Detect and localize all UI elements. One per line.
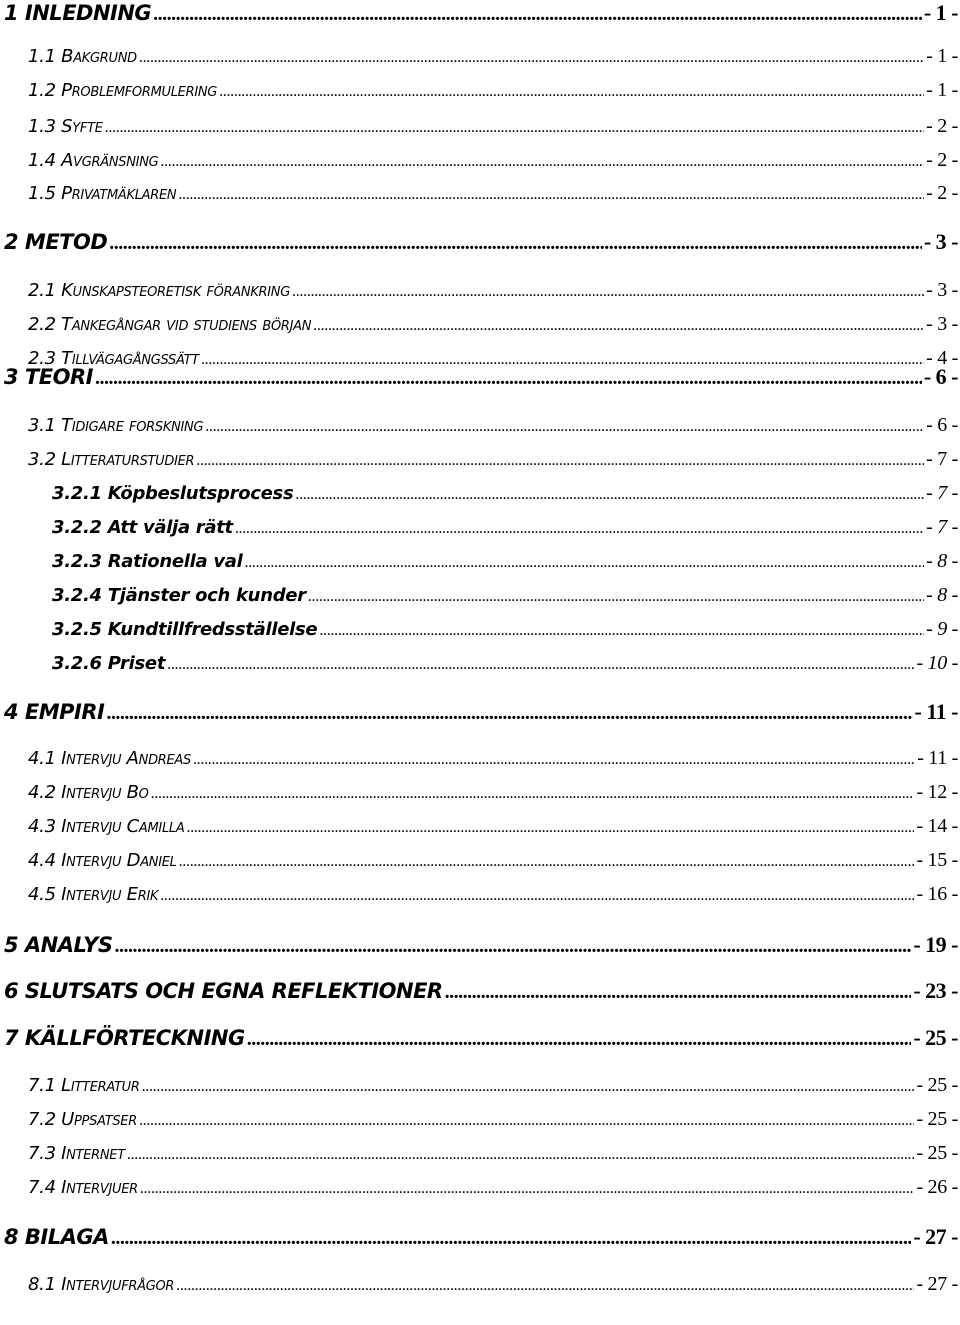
toc-entry-page: - 15 - (916, 849, 958, 871)
dot-leader (179, 853, 915, 871)
toc-entry-page: - 2 - (926, 182, 958, 204)
toc-entry-chapter-4[interactable] (4, 699, 958, 725)
toc-entry-title: 2 METOD (4, 230, 108, 254)
dot-leader (140, 1180, 915, 1198)
toc-entry-page: - 10 - (916, 652, 958, 674)
toc-entry-chapter-2[interactable] (4, 229, 958, 255)
toc-entry-page: - 6 - (923, 364, 958, 389)
dot-leader (167, 656, 914, 674)
dot-leader (139, 1112, 915, 1130)
dot-leader (139, 49, 924, 67)
toc-entry-page: - 6 - (926, 414, 958, 436)
toc-entry-page: - 7 - (926, 482, 958, 504)
toc-entry-title: 2.2 Tankegångar vid studiens början (28, 314, 312, 335)
toc-entry-chapter-5[interactable] (4, 932, 958, 958)
toc-entry-page: - 11 - (914, 699, 958, 724)
dot-leader (319, 622, 924, 640)
dot-leader (193, 751, 915, 769)
toc-entry-subsection-3-2-2[interactable] (52, 516, 958, 539)
toc-entry-section-7-4[interactable] (28, 1176, 958, 1199)
dot-leader (153, 3, 922, 26)
toc-entry-section-7-1[interactable] (28, 1074, 958, 1097)
toc-entry-title: 4.3 Intervju Camilla (28, 816, 185, 837)
toc-entry-section-4-2[interactable] (28, 781, 958, 804)
toc-entry-title: 4 EMPIRI (4, 700, 105, 724)
toc-entry-page: - 8 - (926, 584, 958, 606)
toc-entry-title: 1 INLEDNING (4, 1, 152, 25)
toc-entry-page: - 4 - (926, 347, 958, 369)
dot-leader (219, 83, 924, 101)
dot-leader (160, 153, 924, 171)
dot-leader (308, 588, 924, 606)
dot-leader (186, 819, 914, 837)
toc-entry-title: 1.2 Problemformulering (28, 80, 218, 101)
toc-entry-title: 1.3 Syfte (28, 116, 103, 137)
toc-entry-section-1-4[interactable] (28, 149, 958, 172)
toc-entry-page: - 7 - (926, 516, 958, 538)
toc-entry-section-4-4[interactable] (28, 849, 958, 872)
toc-entry-page: - 3 - (926, 279, 958, 301)
toc-entry-title: 1.4 Avgränsning (28, 150, 159, 171)
toc-entry-section-4-1[interactable] (28, 747, 958, 770)
toc-entry-title: 4.4 Intervju Daniel (28, 850, 177, 871)
dot-leader (160, 887, 914, 905)
toc-entry-subsection-3-2-1[interactable] (52, 482, 958, 505)
toc-entry-chapter-3[interactable] (4, 364, 958, 390)
toc-entry-chapter-1[interactable] (4, 0, 958, 26)
toc-entry-title: 4.1 Intervju Andreas (28, 748, 191, 769)
dot-leader (114, 935, 911, 958)
dot-leader (105, 119, 925, 137)
toc-entry-section-4-3[interactable] (28, 815, 958, 838)
toc-entry-chapter-8[interactable] (4, 1224, 958, 1250)
toc-entry-page: - 2 - (926, 115, 958, 137)
toc-entry-section-2-1[interactable] (28, 279, 958, 302)
toc-entry-title: 1.1 Bakgrund (28, 46, 137, 67)
toc-entry-section-7-3[interactable] (28, 1142, 958, 1165)
toc-entry-section-1-5[interactable] (28, 182, 958, 205)
toc-entry-title: 3.2.3 Rationella val (52, 551, 243, 572)
toc-entry-section-4-5[interactable] (28, 883, 958, 906)
toc-entry-page: - 16 - (916, 883, 958, 905)
toc-entry-page: - 3 - (923, 229, 958, 254)
toc-entry-page: - 25 - (916, 1142, 958, 1164)
toc-entry-title: 7.1 Litteratur (28, 1075, 140, 1096)
toc-entry-title: 1.5 Privatmäklaren (28, 183, 177, 204)
toc-entry-title: 3.2.6 Priset (52, 653, 166, 674)
toc-entry-title: 3.2.5 Kundtillfredsställelse (52, 619, 318, 640)
toc-entry-section-8-1[interactable] (28, 1273, 958, 1296)
toc-entry-title: 3.1 Tidigare forskning (28, 415, 204, 436)
toc-entry-page: - 7 - (926, 448, 958, 470)
toc-entry-subsection-3-2-3[interactable] (52, 550, 958, 573)
toc-entry-title: 7 KÄLLFÖRTECKNING (4, 1026, 245, 1050)
toc-entry-chapter-7[interactable] (4, 1025, 958, 1051)
toc-entry-title: 3.2.2 Att välja rätt (52, 517, 233, 538)
toc-entry-page: - 12 - (916, 781, 958, 803)
toc-entry-page: - 1 - (926, 79, 958, 101)
toc-entry-section-1-1[interactable] (28, 45, 958, 68)
toc-entry-page: - 19 - (913, 932, 958, 957)
toc-entry-title: 7.3 Internet (28, 1143, 125, 1164)
toc-entry-chapter-6[interactable] (4, 978, 958, 1004)
dot-leader (247, 1028, 912, 1051)
toc-entry-page: - 11 - (917, 747, 958, 769)
toc-entry-title: 3 TEORI (4, 365, 93, 389)
toc-entry-page: - 8 - (926, 550, 958, 572)
toc-entry-title: 7.4 Intervjuer (28, 1177, 138, 1198)
toc-entry-page: - 27 - (913, 1224, 958, 1249)
dot-leader (445, 981, 912, 1004)
toc-entry-subsection-3-2-6[interactable] (52, 652, 958, 675)
toc-entry-title: 8.1 Intervjufrågor (28, 1274, 175, 1295)
toc-entry-section-3-2[interactable] (28, 448, 958, 471)
toc-entry-page: - 23 - (913, 978, 958, 1003)
toc-entry-title: 7.2 Uppsatser (28, 1109, 137, 1130)
dot-leader (142, 1078, 915, 1096)
toc-entry-page: - 25 - (916, 1074, 958, 1096)
dot-leader (196, 452, 924, 470)
dot-leader (245, 554, 925, 572)
dot-leader (313, 317, 924, 335)
dot-leader (111, 1227, 911, 1250)
dot-leader (292, 283, 924, 301)
toc-entry-title: 8 BILAGA (4, 1225, 109, 1249)
toc-entry-page: - 1 - (923, 0, 958, 25)
dot-leader (176, 1277, 914, 1295)
toc-entry-subsection-3-2-5[interactable] (52, 618, 958, 641)
dot-leader (109, 232, 922, 255)
toc-entry-title: 4.2 Intervju Bo (28, 782, 149, 803)
toc-entry-page: - 27 - (916, 1273, 958, 1295)
dot-leader (127, 1146, 915, 1164)
toc-entry-subsection-3-2-4[interactable] (52, 584, 958, 607)
toc-entry-page: - 25 - (913, 1025, 958, 1050)
dot-leader (235, 520, 924, 538)
dot-leader (205, 418, 924, 436)
toc-entry-section-3-1[interactable] (28, 414, 958, 437)
toc-entry-page: - 2 - (926, 149, 958, 171)
toc-entry-title: 3.2.4 Tjänster och kunder (52, 585, 306, 606)
dot-leader (151, 785, 915, 803)
toc-entry-title: 3.2.1 Köpbeslutsprocess (52, 483, 294, 504)
toc-entry-page: - 25 - (916, 1108, 958, 1130)
dot-leader (106, 702, 912, 725)
toc-entry-page: - 14 - (916, 815, 958, 837)
toc-entry-section-1-2[interactable] (28, 79, 958, 102)
toc-entry-page: - 26 - (916, 1176, 958, 1198)
dot-leader (178, 186, 924, 204)
toc-entry-page: - 3 - (926, 313, 958, 335)
toc-entry-section-2-2[interactable] (28, 313, 958, 336)
dot-leader (95, 367, 922, 390)
toc-entry-title: 6 SLUTSATS OCH EGNA REFLEKTIONER (4, 979, 443, 1003)
dot-leader (295, 486, 924, 504)
toc-entry-title: 2.1 Kunskapsteoretisk förankring (28, 280, 291, 301)
toc-entry-page: - 9 - (926, 618, 958, 640)
toc-entry-title: 3.2 Litteraturstudier (28, 449, 195, 470)
toc-entry-section-7-2[interactable] (28, 1108, 958, 1131)
toc-entry-section-1-3[interactable] (28, 115, 958, 138)
toc-entry-title: 4.5 Intervju Erik (28, 884, 159, 905)
toc-entry-title: 2.3 Tillvägagångssätt (28, 348, 199, 369)
toc-entry-title: 5 ANALYS (4, 933, 113, 957)
toc-entry-page: - 1 - (926, 45, 958, 67)
